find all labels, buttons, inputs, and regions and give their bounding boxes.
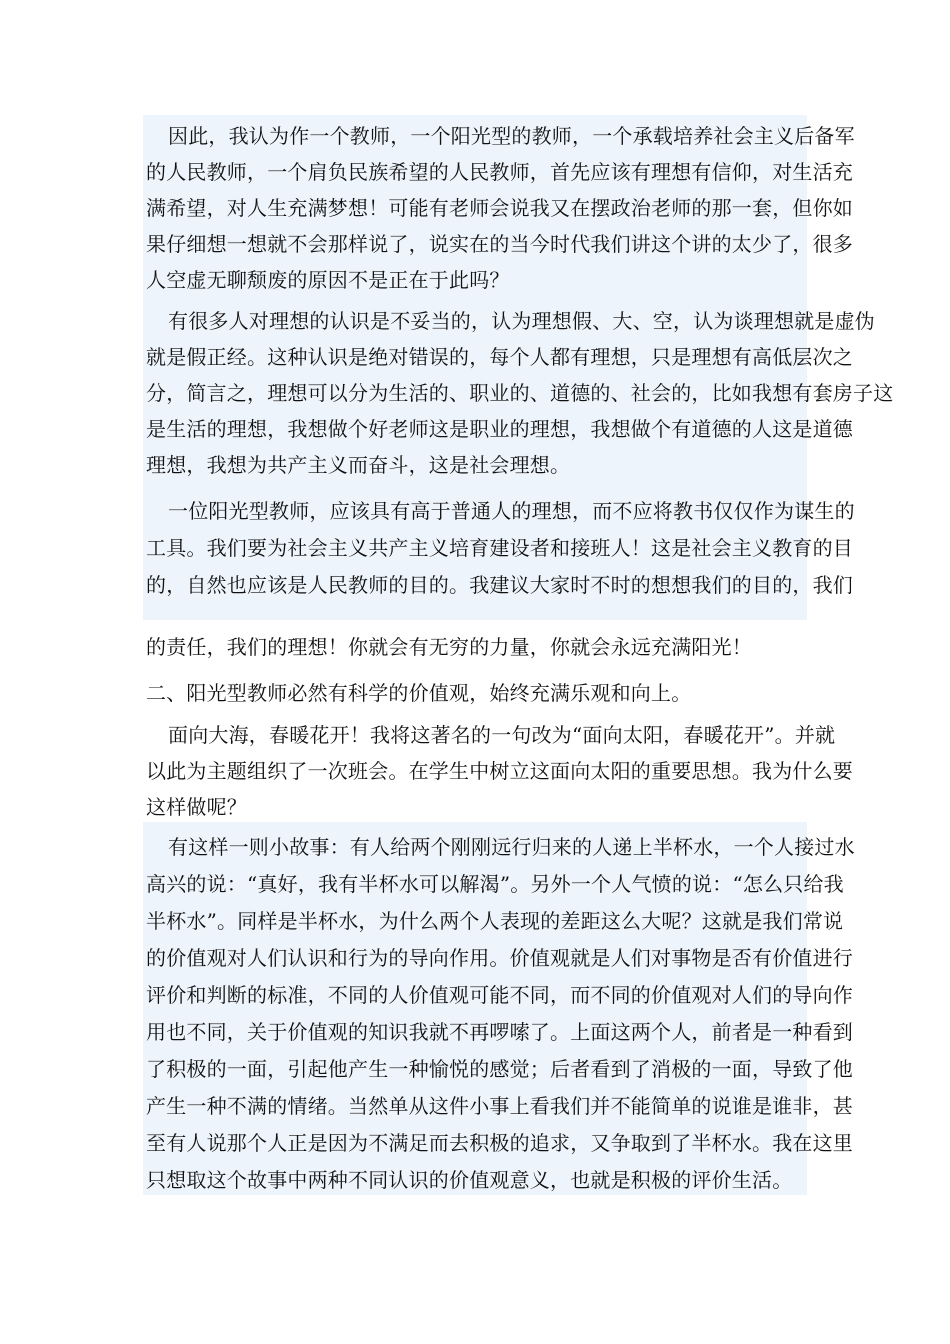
paragraph-3-line-2: 工具。我们要为社会主义共产主义培育建设者和接班人！这是社会主义教育的目: [146, 536, 853, 560]
paragraph-2-line-3: 分，简言之，理想可以分为生活的、职业的、道德的、社会的，比如我想有套房子这: [146, 381, 894, 405]
paragraph-1-line-1: 因此，我认为作一个教师，一个阳光型的教师，一个承载培养社会主义后备军: [168, 124, 855, 148]
paragraph-2-line-1: 有很多人对理想的认识是不妥当的，认为理想假、大、空，认为谈理想就是虚伪: [168, 309, 875, 333]
paragraph-1-line-4: 果仔细想一想就不会那样说了，说实在的当今时代我们讲这个讲的太少了，很多: [146, 232, 853, 256]
paragraph-5-line-3: 半杯水”。同样是半杯水，为什么两个人表现的差距这么大呢？这就是我们常说: [146, 909, 844, 933]
paragraph-1-line-3: 满希望，对人生充满梦想！可能有老师会说我又在摆政治老师的那一套，但你如: [146, 196, 853, 220]
paragraph-5-line-8: 产生一种不满的情绪。当然单从这件小事上看我们并不能简单的说谁是谁非，甚: [146, 1094, 853, 1118]
paragraph-5-line-4: 的价值观对人们认识和行为的导向作用。价值观就是人们对事物是否有价值进行: [146, 946, 853, 970]
paragraph-5-line-1: 有这样一则小故事：有人给两个刚刚远行归来的人递上半杯水，一个人接过水: [168, 835, 855, 859]
paragraph-4-line-1: 面向大海，春暖花开！我将这著名的一句改为“面向太阳，春暖花开”。并就: [168, 723, 836, 747]
paragraph-3-line-3: 的，自然也应该是人民教师的目的。我建议大家时不时的想想我们的目的，我们: [146, 573, 853, 597]
paragraph-5-line-2: 高兴的说：“真好，我有半杯水可以解渴”。另外一个人气愤的说：“怎么只给我: [146, 872, 844, 896]
paragraph-5-line-6: 用也不同，关于价值观的知识我就不再啰嗦了。上面这两个人，前者是一种看到: [146, 1020, 853, 1044]
section-heading-2: 二、阳光型教师必然有科学的价值观，始终充满乐观和向上。: [146, 681, 692, 705]
paragraph-2-line-5: 理想，我想为共产主义而奋斗，这是社会理想。: [146, 453, 571, 477]
paragraph-2-line-2: 就是假正经。这种认识是绝对错误的，每个人都有理想，只是理想有高低层次之: [146, 345, 853, 369]
paragraph-1-line-5: 人空虚无聊颓废的原因不是正在于此吗？: [146, 268, 510, 292]
paragraph-5-line-7: 了积极的一面，引起他产生一种愉悦的感觉；后者看到了消极的一面，导致了他: [146, 1057, 853, 1081]
paragraph-5-line-9: 至有人说那个人正是因为不满足而去积极的追求，又争取到了半杯水。我在这里: [146, 1131, 853, 1155]
paragraph-4-line-2: 以此为主题组织了一次班会。在学生中树立这面向太阳的重要思想。我为什么要: [146, 759, 853, 783]
paragraph-5-line-10: 只想取这个故事中两种不同认识的价值观意义，也就是积极的评价生活。: [146, 1168, 793, 1192]
paragraph-3-line-1: 一位阳光型教师，应该具有高于普通人的理想，而不应将教书仅仅作为谋生的: [168, 499, 855, 523]
paragraph-5-line-5: 评价和判断的标准，不同的人价值观可能不同，而不同的价值观对人们的导向作: [146, 983, 853, 1007]
paragraph-1-line-2: 的人民教师，一个肩负民族希望的人民教师，首先应该有理想有信仰，对生活充: [146, 160, 853, 184]
paragraph-2-line-4: 是生活的理想，我想做个好老师这是职业的理想，我想做个有道德的人这是道德: [146, 417, 853, 441]
paragraph-3-line-4: 的责任，我们的理想！你就会有无穷的力量，你就会永远充满阳光！: [146, 635, 752, 659]
paragraph-4-line-3: 这样做呢？: [146, 795, 247, 819]
